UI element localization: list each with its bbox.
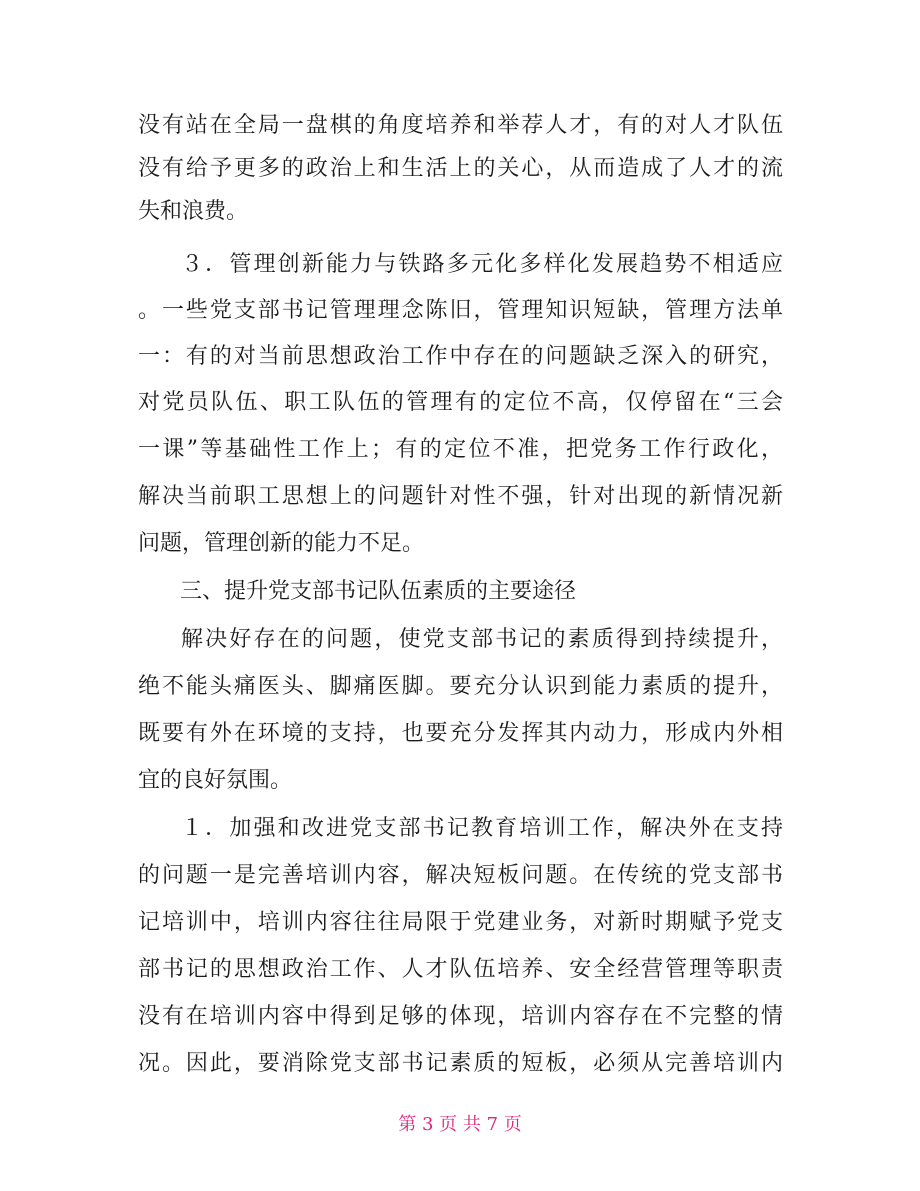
page-number-footer: 第 3 页 共 7 页 <box>398 1114 522 1135</box>
text-line: 宜的良好氛围。 <box>138 768 293 793</box>
text-line: 解决当前职工思想上的问题针对性不强，针对出现的新情况新 <box>138 484 783 509</box>
text-line: 失和浪费。 <box>138 199 249 224</box>
text-line: 既要有外在环境的支持，也要充分发挥其内动力，形成内外相 <box>138 721 783 746</box>
text-line: 问题，管理创新的能力不足。 <box>138 531 425 556</box>
text-line: 对党员队伍、职工队伍的管理有的定位不高，仅停留在“三会 <box>138 390 783 415</box>
text-line: 部书记的思想政治工作、人才队伍培养、安全经营管理等职责 <box>138 957 783 982</box>
text-line: ３．管理创新能力与铁路多元化多样化发展趋势不相适应 <box>181 252 783 277</box>
text-line: １．加强和改进党支部书记教育培训工作，解决外在支持 <box>181 816 783 841</box>
section-heading: 三、提升党支部书记队伍素质的主要途径 <box>180 579 577 604</box>
text-line: 绝不能头痛医头、脚痛医脚。要充分认识到能力素质的提升， <box>138 674 783 699</box>
text-line: 。一些党支部书记管理理念陈旧，管理知识短缺，管理方法单 <box>138 298 783 323</box>
text-line: 没有给予更多的政治上和生活上的关心，从而造成了人才的流 <box>138 156 783 181</box>
text-line: 一课”等基础性工作上；有的定位不准，把党务工作行政化， <box>138 437 783 462</box>
text-line: 一：有的对当前思想政治工作中存在的问题缺乏深入的研究， <box>138 344 783 369</box>
text-line: 解决好存在的问题，使党支部书记的素质得到持续提升， <box>181 627 783 652</box>
text-line: 没有在培训内容中得到足够的体现，培训内容存在不完整的情 <box>138 1004 783 1029</box>
text-line: 没有站在全局一盘棋的角度培养和举荐人才，有的对人才队伍 <box>138 113 783 138</box>
text-line: 况。因此，要消除党支部书记素质的短板，必须从完善培训内 <box>138 1051 783 1076</box>
text-line: 的问题一是完善培训内容，解决短板问题。在传统的党支部书 <box>138 863 783 888</box>
text-line: 记培训中，培训内容往往局限于党建业务，对新时期赋予党支 <box>138 910 783 935</box>
